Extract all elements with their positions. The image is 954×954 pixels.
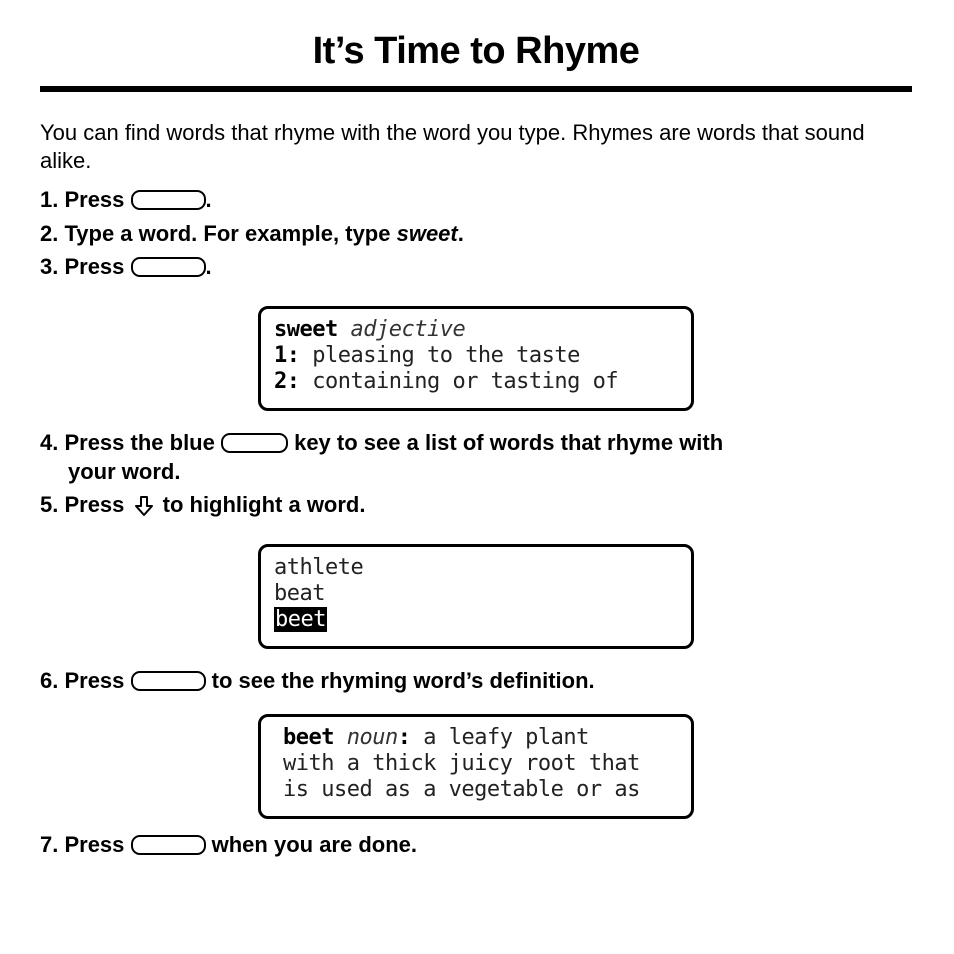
step-7-text: 7. Press — [40, 832, 131, 857]
key-button-icon — [131, 190, 206, 210]
page-title: It’s Time to Rhyme — [312, 30, 640, 72]
title-rule — [40, 86, 912, 92]
step-3 — [40, 252, 212, 281]
step-5-end: to highlight a word. — [156, 492, 366, 517]
screen-line — [283, 725, 691, 751]
definition-text: containing or tasting of — [312, 369, 619, 394]
step-6-text: 6. Press — [40, 668, 131, 693]
step-2 — [40, 219, 464, 248]
rhyme-list-item: beat — [274, 581, 325, 606]
step-4-continued: your word. — [68, 459, 181, 484]
screen-headword: beet — [283, 725, 334, 750]
rhyme-list-item: athlete — [274, 555, 364, 580]
intro-paragraph: You can find words that rhyme with the word you type. Rhymes are words that sound alike. — [40, 120, 865, 173]
key-button-icon — [131, 835, 206, 855]
definition-text: pleasing to the taste — [312, 343, 580, 368]
definition-text: with a thick juicy root that — [283, 751, 640, 776]
step-3-text: 3. Press — [40, 254, 131, 279]
key-button-icon — [131, 257, 206, 277]
step-3-end: . — [205, 254, 212, 279]
step-1-end: . — [205, 187, 212, 212]
screen-line — [274, 317, 691, 343]
down-arrow-icon — [133, 495, 155, 517]
blue-key-button-icon — [221, 433, 288, 453]
screen-part-of-speech: noun — [346, 725, 398, 750]
step-4-text: 4. Press the blue — [40, 430, 221, 455]
step-4-end: key to see a list of words that rhyme with — [287, 430, 724, 455]
screen-line — [274, 369, 691, 395]
highlighted-word: beet — [275, 607, 326, 632]
rhyme-list-item-selected — [274, 607, 691, 633]
step-7 — [40, 830, 417, 859]
step-6 — [40, 666, 595, 695]
step-1-text: 1. Press — [40, 187, 131, 212]
example-word: sweet — [396, 221, 458, 246]
step-5-text: 5. Press — [40, 492, 131, 517]
step-6-end: to see the rhyming word’s definition. — [205, 668, 595, 693]
definition-number: 1: — [274, 343, 300, 368]
step-2-end: . — [457, 221, 464, 246]
device-screen-definition — [258, 306, 694, 411]
device-screen-rhyme-definition — [258, 714, 694, 819]
screen-headword: sweet — [274, 317, 338, 342]
screen-part-of-speech: adjective — [350, 317, 466, 342]
key-button-icon — [131, 671, 206, 691]
definition-text: a leafy plant — [423, 725, 589, 750]
step-5 — [40, 490, 365, 519]
step-2-text: 2. Type a word. For example, type — [40, 221, 397, 246]
screen-colon: : — [397, 725, 411, 750]
step-7-end: when you are done. — [205, 832, 417, 857]
screen-line — [274, 343, 691, 369]
definition-text: is used as a vegetable or as — [283, 777, 640, 802]
definition-number: 2: — [274, 369, 300, 394]
device-screen-rhyme-list — [258, 544, 694, 649]
step-1 — [40, 185, 212, 214]
step-4 — [40, 428, 723, 457]
